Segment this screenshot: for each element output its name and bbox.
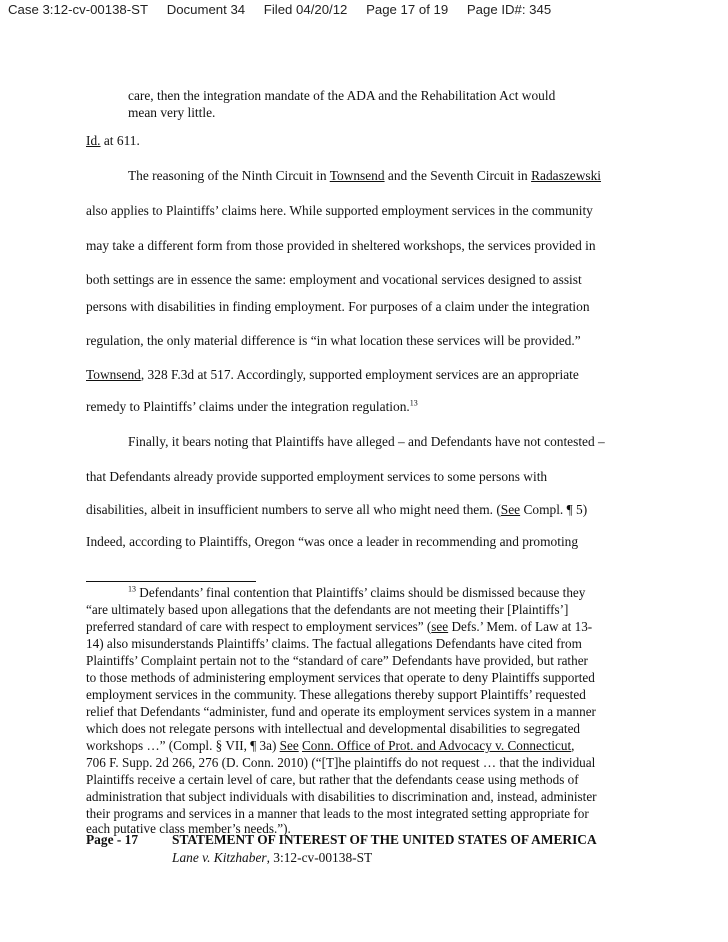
footnote-line: to those methods of administering employment services that operate to deny Plaintiffs supported [86, 670, 595, 685]
text: Defs.’ Mem. of Law at 13- [448, 619, 593, 634]
text: The reasoning of the Ninth Circuit in [128, 168, 330, 183]
footnote-line [128, 585, 585, 601]
footnote-line: 706 F. Supp. 2d 266, 276 (D. Conn. 2010) (“[T]he plaintiffs do not request … that the individual [86, 755, 596, 770]
page-of-total: Page 17 of 19 [366, 2, 449, 17]
text: Defendants’ final contention that Plaintiffs’ claims should be dismissed because they [136, 585, 586, 600]
page-label: Page - 17 [86, 832, 139, 847]
filed-date: Filed 04/20/12 [263, 2, 348, 17]
footnote-line: “are ultimately based upon allegations that the defendants are not meeting their [Plaintiffs’] [86, 602, 569, 617]
text: , [571, 738, 575, 753]
text: disabilities, albeit in insufficient numbers to serve all who might need them. ( [86, 502, 501, 517]
footnote-ref: 13 [409, 398, 418, 408]
body-line: also applies to Plaintiffs’ claims here. While supported employment services in the community [86, 203, 593, 218]
case-name: Townsend [86, 367, 141, 382]
body-line [86, 367, 579, 383]
text: Compl. ¶ 5) [520, 502, 588, 517]
document-title: STATEMENT OF INTEREST OF THE UNITED STATES OF AMERICA [172, 832, 597, 847]
page-id: Page ID#: 345 [466, 2, 552, 17]
case-docket: , 3:12-cv-00138-ST [266, 850, 373, 865]
footnote-line: each putative class member’s needs.”). [86, 821, 291, 836]
text: , 328 F.3d at 517. Accordingly, supported employment services are an appropriate [140, 367, 579, 382]
signal: See [279, 738, 299, 753]
footnote-number: 13 [128, 584, 136, 594]
body-line [86, 502, 587, 518]
case-name: Radaszewski [531, 168, 602, 183]
quote-line: mean very little. [128, 105, 216, 120]
id-cite: Id. [86, 133, 101, 148]
page-footer [86, 832, 597, 848]
text: workshops …” (Compl. § VII, ¶ 3a) [86, 738, 280, 753]
footnote-line: administration that subject individuals with disabilities to discrimination and, instead, administer [86, 789, 597, 804]
footnote-line: Plaintiffs’ Complaint pertain not to the “standard of care” Defendants have provided, but rather [86, 653, 588, 668]
footnote-line: Plaintiffs receive a certain level of care, but rather that the defendants cease using methods of [86, 772, 579, 787]
footer-case-caption [172, 850, 372, 866]
footnote-line: relief that Defendants “administer, fund and operate its employment services system in a manner [86, 704, 596, 719]
body-line: persons with disabilities in finding employment. For purposes of a claim under the integration [86, 299, 590, 314]
case-caption: Lane v. Kitzhaber [172, 850, 267, 865]
body-line: may take a different form from those provided in sheltered workshops, the services provided in [86, 238, 596, 253]
cite-text: at 611. [100, 133, 140, 148]
text: preferred standard of care with respect to employment services” ( [86, 619, 432, 634]
body-line: both settings are in essence the same: employment and vocational services designed to assist [86, 272, 582, 287]
quote-line: care, then the integration mandate of the ADA and the Rehabilitation Act would [128, 88, 556, 103]
signal: see [431, 619, 449, 634]
case-number: Case 3:12-cv-00138-ST [8, 2, 149, 17]
footnote-line: employment services in the community. These allegations thereby support Plaintiffs’ requested [86, 687, 586, 702]
footnote-line: which does not relegate persons with intellectual and developmental disabilities to segregated [86, 721, 581, 736]
body-line [86, 399, 418, 415]
footnote-line: 14) also misunderstands Plaintiffs’ claims. The factual allegations Defendants have cited from [86, 636, 582, 651]
body-line: that Defendants already provide supported employment services to some persons with [86, 469, 548, 484]
footnote-line [86, 619, 592, 635]
body-line [128, 168, 601, 184]
text: and the Seventh Circuit in [384, 168, 532, 183]
body-line: regulation, the only material difference is “in what location these services will be provided.” [86, 333, 581, 348]
footnote-line: their programs and services in a manner that leads to the most integrated setting appropriate for [86, 806, 589, 821]
body-line: Indeed, according to Plaintiffs, Oregon “was once a leader in recommending and promoting [86, 534, 579, 549]
footnote-line [86, 738, 574, 754]
citation-line [86, 133, 140, 149]
signal: See [500, 502, 521, 517]
case-name: Townsend [329, 168, 385, 183]
body-line: Finally, it bears noting that Plaintiffs have alleged – and Defendants have not contested – [128, 434, 605, 449]
text: remedy to Plaintiffs’ claims under the integration regulation. [86, 399, 410, 414]
case-name: Conn. Office of Prot. and Advocacy v. Connecticut [301, 738, 572, 753]
document-number: Document 34 [166, 2, 246, 17]
footnote-separator [86, 581, 256, 582]
court-filing-header [8, 2, 722, 17]
